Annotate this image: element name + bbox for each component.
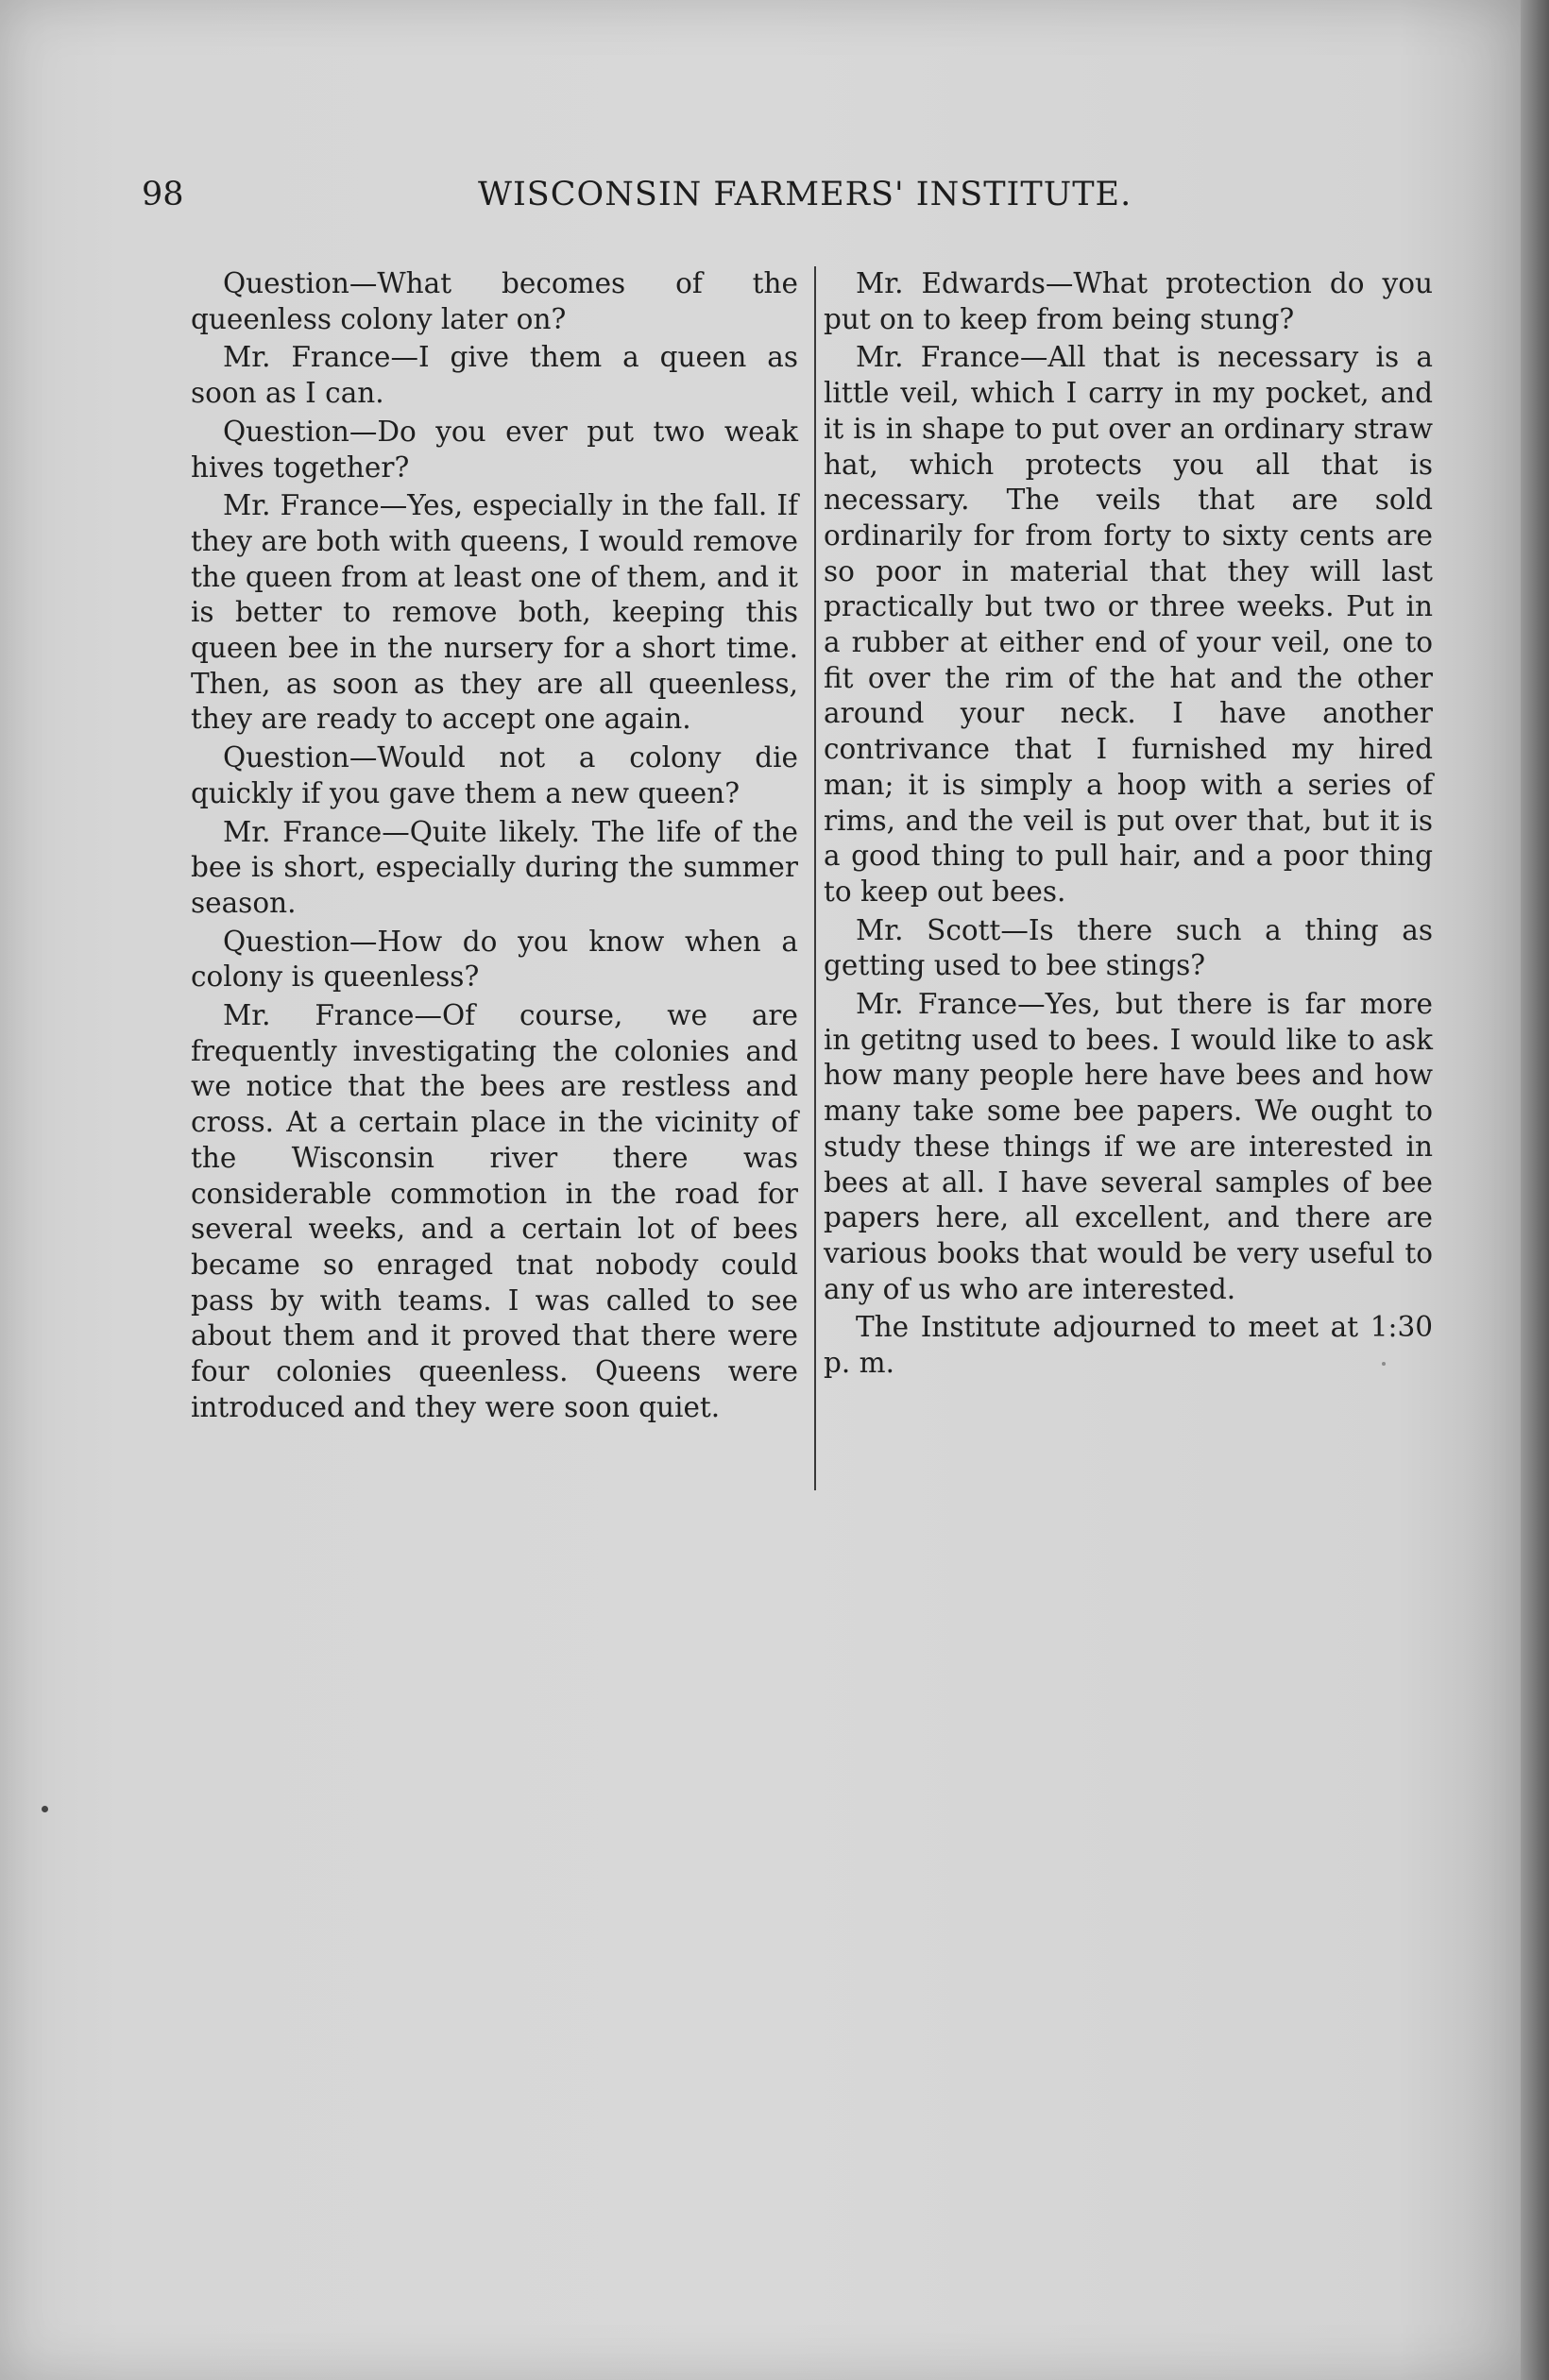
paragraph: Mr. Scott—Is there such a thing as getting used to bee stings? [824, 913, 1433, 982]
page-edge [1521, 0, 1549, 2380]
paragraph: Question—Do you ever put two weak hives together? [191, 415, 798, 484]
paragraph: Mr. France—I give them a queen as soon as I can. [191, 341, 798, 410]
paragraph: Mr. France—Of course, we are frequently investigating the colonies and we notice that the bees are restless and cross. At a certain place in the vicinity of the Wisconsin river there was considerable commotion in the road for several weeks, and a certain lot of bees became so enraged tnat nobody could pass by with teams. I was called to see about them and it proved that there were four colonies queenless. Queens were introduced and they were soon quiet. [191, 999, 798, 1423]
ink-speck [1382, 1362, 1386, 1366]
paragraph: Question—What becomes of the queenless colony later on? [191, 267, 798, 335]
paragraph: Mr. France—Yes, but there is far more in getitng used to bees. I would like to ask how many people here have bees and how many take some bee papers. We ought to study these things if we are interested in bees at all. I have several samples of bee papers here, all excellent, and there are various books that would be very useful to any of us who are interested. [824, 988, 1433, 1305]
running-title: WISCONSIN FARMERS' INSTITUTE. [478, 176, 1132, 213]
paragraph: The Institute adjourned to meet at 1:30 p. m. [824, 1311, 1433, 1380]
paragraph: Question—Would not a colony die quickly if you gave them a new queen? [191, 741, 798, 809]
left-column [191, 266, 798, 1429]
ink-speck [42, 1806, 48, 1812]
paragraph: Mr. Edwards—What protection do you put on to keep from being stung? [824, 267, 1433, 335]
right-column [824, 266, 1433, 1385]
page-header [142, 176, 1275, 223]
paragraph: Mr. France—All that is necessary is a little veil, which I carry in my pocket, and it is in shape to put over an ordinary straw hat, which protects you all that is necessary. The veils that are sold ordinarily for from forty to sixty cents are so poor in material that they will last practically but two or three weeks. Put in a rubber at either end of your veil, one to fit over the rim of the hat and the other around your neck. I have another contrivance that I furnished my hired man; it is simply a hoop with a series of rims, and the veil is put over that, but it is a good thing to pull hair, and a poor thing to keep out bees. [824, 341, 1433, 908]
paragraph: Question—How do you know when a colony is queenless? [191, 925, 798, 994]
column-divider [814, 266, 816, 1490]
paragraph: Mr. France—Quite likely. The life of the bee is short, especially during the summer season. [191, 815, 798, 919]
paragraph: Mr. France—Yes, especially in the fall. If they are both with queens, I would remove the queen from at least one of them, and it is better to remove both, keeping this queen bee in the nursery for a short time. Then, as soon as they are all queenless, they are ready to accept one again. [191, 489, 798, 736]
page-number: 98 [142, 176, 184, 213]
